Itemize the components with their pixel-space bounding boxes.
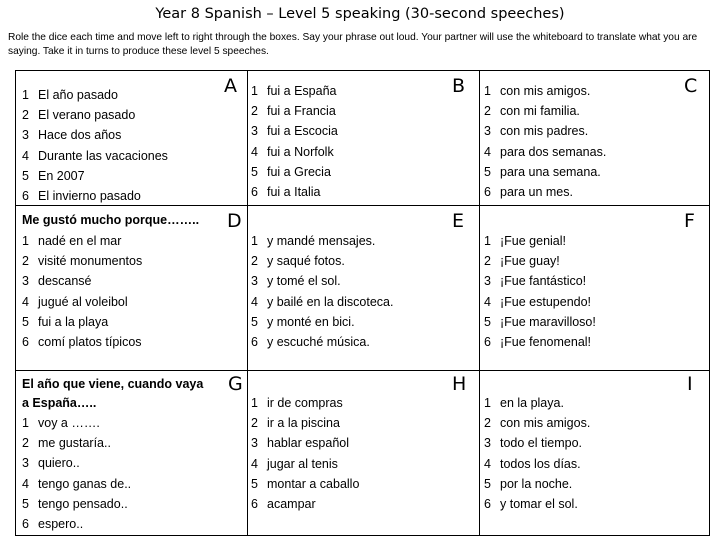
option-item <box>22 125 168 145</box>
option-item <box>484 494 590 514</box>
option-text: y tomar el sol. <box>500 497 578 512</box>
option-text: fui a Italia <box>267 185 321 200</box>
option-number: 1 <box>251 84 258 98</box>
option-number: 3 <box>251 274 258 289</box>
option-item <box>22 474 131 494</box>
option-text: quiero.. <box>38 456 80 471</box>
option-number: 6 <box>22 517 29 532</box>
option-number: 5 <box>484 314 491 329</box>
option-text: ¡Fue fantástico! <box>500 274 587 289</box>
option-item <box>484 413 590 433</box>
option-number: 4 <box>484 456 491 471</box>
box-letter: F <box>684 210 695 232</box>
option-text: Durante las vacaciones <box>38 148 168 163</box>
option-item <box>484 393 590 413</box>
option-item <box>251 81 338 101</box>
option-item <box>251 231 393 251</box>
option-item <box>251 121 338 141</box>
option-number: 5 <box>22 168 29 183</box>
box-letter: I <box>687 373 693 395</box>
option-number: 3 <box>251 124 258 139</box>
option-number: 4 <box>251 456 258 471</box>
option-text: todo el tiempo. <box>500 436 582 451</box>
option-item <box>22 85 168 105</box>
box-letter: B <box>452 75 466 97</box>
option-text: y bailé en la discoteca. <box>267 294 394 309</box>
box-heading: a España….. <box>22 396 97 410</box>
option-text: fui a la playa <box>38 314 109 329</box>
option-item <box>22 312 142 332</box>
option-text: y monté en bici. <box>267 314 355 329</box>
option-item <box>484 251 596 271</box>
option-text: montar a caballo <box>267 476 360 491</box>
option-text: ir de compras <box>267 396 343 410</box>
option-number: 3 <box>484 274 491 289</box>
option-item <box>251 251 393 271</box>
option-number: 5 <box>484 476 491 491</box>
option-item <box>22 271 142 291</box>
option-number: 4 <box>22 476 29 491</box>
option-text: espero.. <box>38 517 84 532</box>
option-item <box>251 494 359 514</box>
option-item <box>251 162 338 182</box>
option-item <box>251 292 393 312</box>
option-item <box>22 146 168 166</box>
option-text: fui a España <box>267 84 337 98</box>
box-g <box>16 371 247 535</box>
option-text: El verano pasado <box>38 108 136 123</box>
option-text: ¡Fue estupendo! <box>500 294 592 309</box>
option-text: y saqué fotos. <box>267 254 345 269</box>
option-text: con mi familia. <box>500 104 580 119</box>
option-number: 5 <box>251 476 258 491</box>
option-list <box>484 231 596 352</box>
option-list <box>251 81 338 202</box>
option-text: fui a Grecia <box>267 164 331 179</box>
option-text: El año pasado <box>38 88 118 102</box>
option-text: voy a ……. <box>38 416 100 430</box>
option-text: nadé en el mar <box>38 234 122 248</box>
box-heading: El año que viene, cuando vaya <box>22 377 204 391</box>
option-item <box>251 312 393 332</box>
speech-grid <box>15 70 710 536</box>
box-h <box>248 371 479 535</box>
option-number: 2 <box>484 416 491 431</box>
option-number: 2 <box>22 436 29 451</box>
option-text: En 2007 <box>38 168 85 183</box>
option-item <box>251 454 359 474</box>
option-number: 2 <box>251 416 258 431</box>
option-number: 4 <box>22 294 29 309</box>
option-text: y tomé el sol. <box>267 274 341 289</box>
option-number: 1 <box>251 234 258 248</box>
option-number: 4 <box>251 144 258 159</box>
option-text: y escuché música. <box>267 335 370 350</box>
option-item <box>251 332 393 352</box>
option-item <box>22 105 168 125</box>
option-item <box>22 251 142 271</box>
option-item <box>251 393 359 413</box>
option-number: 4 <box>484 294 491 309</box>
option-number: 6 <box>22 189 29 204</box>
page-title: Year 8 Spanish – Level 5 speaking (30-second speeches) <box>155 6 565 22</box>
option-number: 3 <box>22 456 29 471</box>
option-text: comí platos típicos <box>38 335 142 350</box>
option-number: 1 <box>22 234 29 248</box>
option-list <box>251 231 393 352</box>
option-number: 4 <box>251 294 258 309</box>
option-text: Hace dos años <box>38 128 122 143</box>
option-number: 4 <box>22 148 29 163</box>
box-f <box>480 206 709 370</box>
option-list <box>484 393 590 514</box>
option-text: con mis amigos. <box>500 84 591 98</box>
option-item <box>484 101 606 121</box>
box-letter: C <box>684 75 698 97</box>
option-number: 1 <box>484 84 491 98</box>
option-item <box>484 182 606 202</box>
option-number: 6 <box>484 335 491 350</box>
option-list <box>22 413 131 534</box>
box-letter: A <box>224 75 237 97</box>
option-list <box>251 393 359 514</box>
option-number: 3 <box>251 436 258 451</box>
option-text: jugué al voleibol <box>38 294 128 309</box>
option-item <box>484 81 606 101</box>
option-item <box>22 166 168 186</box>
option-text: ¡Fue fenomenal! <box>500 335 592 350</box>
option-item <box>22 453 131 473</box>
option-number: 3 <box>22 128 29 143</box>
option-text: tengo pensado.. <box>38 496 128 511</box>
option-text: ¡Fue genial! <box>500 234 567 248</box>
option-item <box>22 514 131 534</box>
option-list <box>484 81 606 202</box>
box-e <box>248 206 479 370</box>
option-number: 5 <box>22 496 29 511</box>
option-number: 2 <box>484 254 491 269</box>
option-item <box>484 292 596 312</box>
option-number: 6 <box>251 497 258 512</box>
option-text: para dos semanas. <box>500 144 607 159</box>
option-number: 1 <box>484 396 491 410</box>
option-number: 3 <box>484 436 491 451</box>
option-number: 3 <box>22 274 29 289</box>
option-item <box>22 186 168 206</box>
option-text: y mandé mensajes. <box>267 234 376 248</box>
option-number: 2 <box>484 104 491 119</box>
option-text: fui a Escocia <box>267 124 338 139</box>
option-item <box>251 182 338 202</box>
option-text: acampar <box>267 497 316 512</box>
option-number: 2 <box>251 104 258 119</box>
option-number: 1 <box>22 88 29 102</box>
option-text: ¡Fue guay! <box>500 254 560 269</box>
box-heading: Me gustó mucho porque…….. <box>22 213 200 227</box>
option-item <box>484 271 596 291</box>
option-item <box>484 474 590 494</box>
option-text: El invierno pasado <box>38 189 141 204</box>
option-item <box>484 332 596 352</box>
option-number: 6 <box>484 497 491 512</box>
option-item <box>251 271 393 291</box>
box-letter: D <box>227 210 242 232</box>
option-item <box>22 413 131 433</box>
option-item <box>251 474 359 494</box>
option-item <box>484 142 606 162</box>
option-item <box>484 312 596 332</box>
option-number: 5 <box>22 314 29 329</box>
option-text: en la playa. <box>500 396 564 410</box>
option-number: 1 <box>251 396 258 410</box>
option-text: fui a Francia <box>267 104 336 119</box>
option-item <box>22 332 142 352</box>
option-text: para una semana. <box>500 164 601 179</box>
option-number: 5 <box>251 164 258 179</box>
option-number: 6 <box>251 335 258 350</box>
option-text: ¡Fue maravilloso! <box>500 314 596 329</box>
option-text: visité monumentos <box>38 254 143 269</box>
option-text: jugar al tenis <box>267 456 338 471</box>
option-text: todos los días. <box>500 456 581 471</box>
box-a <box>16 71 247 205</box>
option-item <box>251 413 359 433</box>
option-item <box>22 433 131 453</box>
option-text: ir a la piscina <box>267 416 340 431</box>
option-text: fui a Norfolk <box>267 144 334 159</box>
option-item <box>22 494 131 514</box>
option-item <box>484 454 590 474</box>
option-text: con mis padres. <box>500 124 589 139</box>
option-number: 6 <box>22 335 29 350</box>
option-list <box>22 231 142 352</box>
option-item <box>22 231 142 251</box>
option-item <box>251 101 338 121</box>
option-number: 1 <box>22 416 29 430</box>
instructions: Role the dice each time and move left to right through the boxes. Say your phrase out loud. Your partner will use the whiteboard to translate what you are saying. Take it in turns to produce these level 5 speeches. <box>8 32 698 57</box>
box-letter: G <box>228 373 243 395</box>
option-number: 2 <box>251 254 258 269</box>
option-text: por la noche. <box>500 476 573 491</box>
option-number: 2 <box>22 108 29 123</box>
option-text: con mis amigos. <box>500 416 591 431</box>
box-letter: E <box>452 210 465 232</box>
option-item <box>484 231 596 251</box>
option-text: para un mes. <box>500 185 573 200</box>
option-item <box>484 162 606 182</box>
option-number: 6 <box>251 185 258 200</box>
option-number: 2 <box>22 254 29 269</box>
option-item <box>251 142 338 162</box>
option-item <box>484 121 606 141</box>
option-text: hablar español <box>267 436 350 451</box>
box-letter: H <box>452 373 467 395</box>
option-list <box>22 85 168 206</box>
option-number: 3 <box>484 124 491 139</box>
option-text: me gustaría.. <box>38 436 111 451</box>
box-i <box>480 371 709 535</box>
option-number: 4 <box>484 144 491 159</box>
option-text: tengo ganas de.. <box>38 476 132 491</box>
option-item <box>484 433 590 453</box>
option-item <box>22 292 142 312</box>
option-number: 1 <box>484 234 491 248</box>
option-number: 5 <box>484 164 491 179</box>
box-c <box>480 71 709 205</box>
option-item <box>251 433 359 453</box>
box-b <box>248 71 479 205</box>
option-text: descansé <box>38 274 92 289</box>
option-number: 6 <box>484 185 491 200</box>
option-number: 5 <box>251 314 258 329</box>
box-d <box>16 206 247 370</box>
